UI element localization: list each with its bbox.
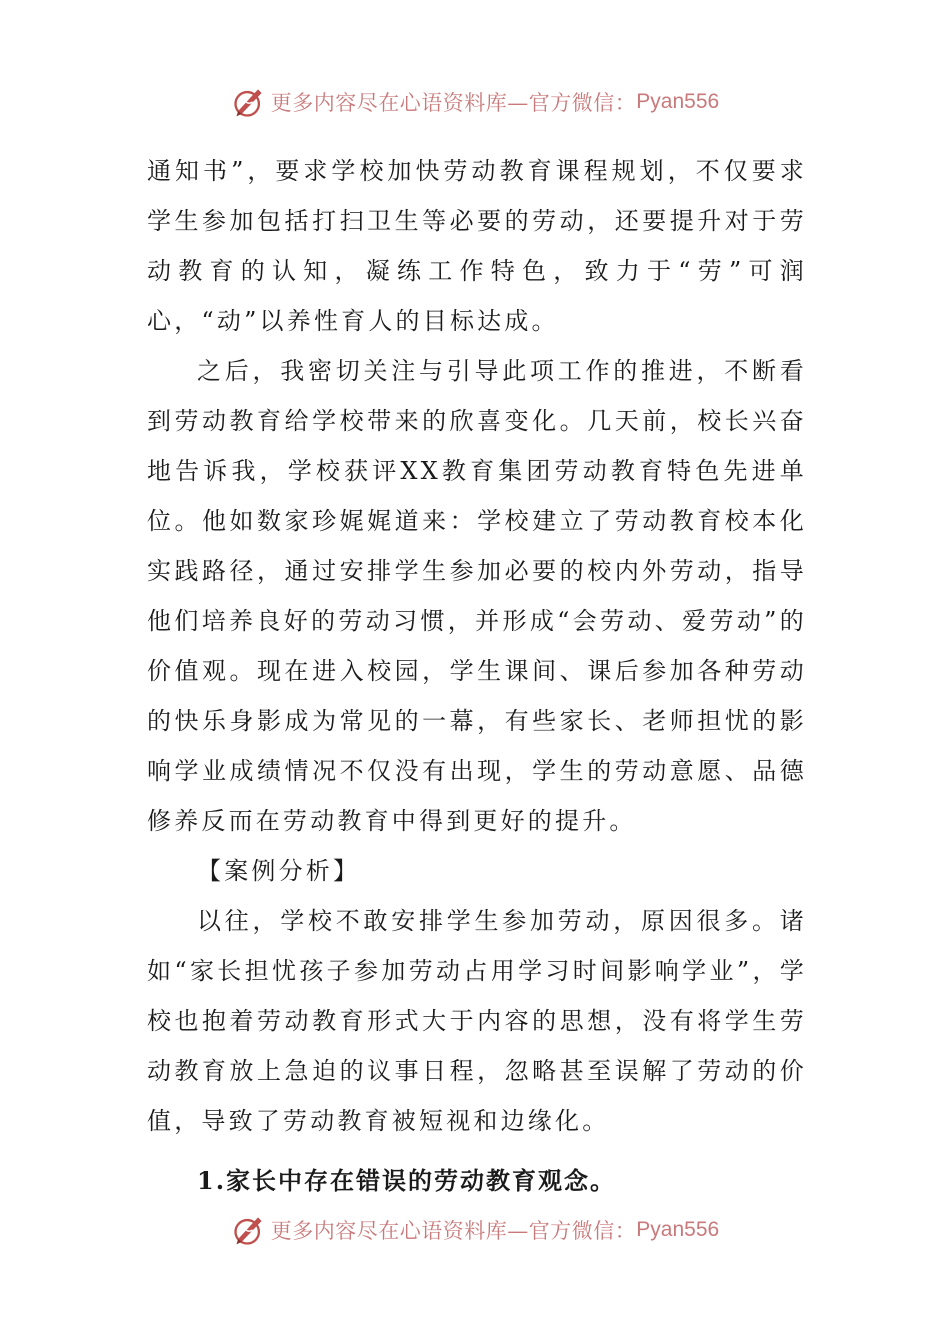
- footer-watermark-banner: [0, 1208, 950, 1252]
- document-body: [147, 146, 807, 1206]
- banner-wechat-handle: Pyan556: [636, 90, 720, 113]
- case-analysis-heading: 【案例分析】: [197, 857, 361, 885]
- pen-circle-logo-icon: [231, 1212, 267, 1248]
- paragraph-3: 以往，学校不敢安排学生参加劳动，原因很多。诸如“家长担忧孩子参加劳动占用学习时间影响学业”，学校也抱着劳动教育形式大于内容的思想，没有将学生劳动教育放上急迫的议事日程，忽略甚至误解了劳动的价值，导致了劳动教育被短视和边缘化。: [147, 907, 807, 1135]
- banner-text: 更多内容尽在心语资料库—官方微信：: [270, 1219, 637, 1243]
- banner-wechat-handle: Pyan556: [636, 1218, 720, 1241]
- header-watermark-banner: [0, 80, 950, 124]
- paragraph-2: 之后，我密切关注与引导此项工作的推进，不断看到劳动教育给学校带来的欣喜变化。几天前，校长兴奋地告诉我，学校获评XX教育集团劳动教育特色先进单位。他如数家珍娓娓道来：学校建立了劳动教育校本化实践路径，通过安排学生参加必要的校内外劳动，指导他们培养良好的劳动习惯，并形成“会劳动、爱劳动”的价值观。现在进入校园，学生课间、课后参加各种劳动的快乐身影成为常见的一幕，有些家长、老师担忧的影响学业成绩情况不仅没有出现，学生的劳动意愿、品德修养反而在劳动教育中得到更好的提升。: [147, 357, 807, 835]
- pen-circle-logo-icon: [231, 84, 267, 120]
- paragraph-1: 通知书”，要求学校加快劳动教育课程规划，不仅要求学生参加包括打扫卫生等必要的劳动，还要提升对于劳动教育的认知，凝练工作特色，致力于“劳”可润心，“动”以养性育人的目标达成。: [147, 157, 807, 335]
- section-heading-1: 1.家长中存在错误的劳动教育观念。: [197, 1166, 617, 1195]
- banner-text: 更多内容尽在心语资料库—官方微信：: [270, 91, 637, 115]
